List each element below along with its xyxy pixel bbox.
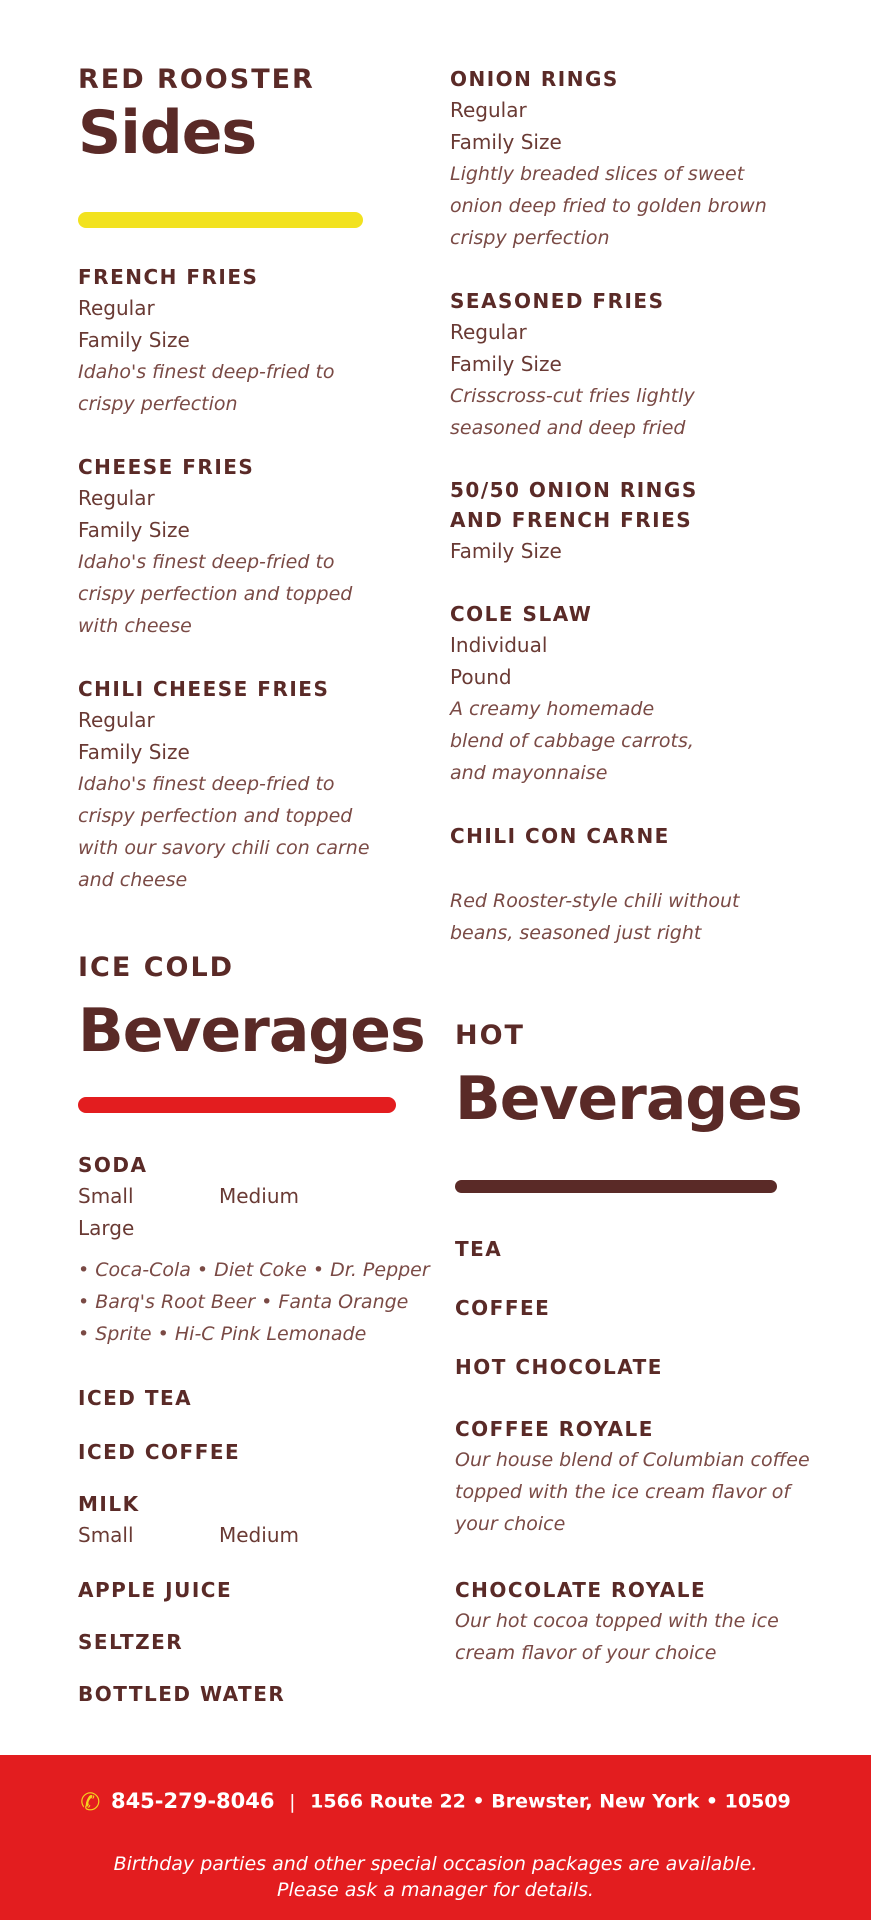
soda-flavors: • Sprite • Hi-C Pink Lemonade — [78, 1323, 367, 1345]
soda-sizes — [78, 1180, 430, 1212]
item-desc: and cheese — [78, 869, 188, 891]
cold-title: Beverages — [78, 996, 425, 1066]
size-regular: Regular — [450, 320, 527, 344]
item-soda — [78, 1150, 430, 1350]
item-name: CHILI CON CARNE — [450, 824, 670, 848]
size-regular: Regular — [78, 708, 155, 732]
soda-flavors: • Barq's Root Beer • Fanta Orange — [78, 1291, 409, 1313]
size-family: Family Size — [450, 539, 562, 563]
item-iced-coffee — [78, 1437, 240, 1467]
item-desc: with cheese — [78, 615, 192, 637]
item-desc: with our savory chili con carne — [78, 837, 370, 859]
contact-line — [0, 1788, 871, 1816]
item-name: 50/50 ONION RINGS — [450, 478, 698, 502]
contact-divider: | — [289, 1790, 296, 1813]
sides-kicker: RED ROOSTER — [78, 64, 315, 95]
size-medium: Medium — [219, 1184, 299, 1208]
item-name: MILK — [78, 1492, 140, 1516]
item-french-fries — [78, 262, 335, 420]
size-medium: Medium — [219, 1523, 299, 1547]
sides-underline-stroke — [78, 212, 363, 228]
sides-title: Sides — [78, 98, 257, 168]
item-desc: Lightly breaded slices of sweet — [450, 163, 745, 185]
item-desc: cream flavor of your choice — [455, 1642, 717, 1664]
item-name: CHOCOLATE ROYALE — [455, 1578, 707, 1602]
size-family: Family Size — [78, 518, 190, 542]
phone-number[interactable]: 845-279-8046 — [110, 1788, 275, 1813]
item-coffee — [455, 1293, 550, 1323]
item-name: COFFEE ROYALE — [455, 1417, 654, 1441]
item-desc: and mayonnaise — [450, 762, 608, 784]
item-desc: seasoned and deep fried — [450, 417, 686, 439]
item-tea — [455, 1234, 502, 1264]
item-cheese-fries — [78, 452, 352, 642]
item-name: FRENCH FRIES — [78, 265, 259, 289]
item-name: BOTTLED WATER — [78, 1682, 286, 1706]
item-desc: Idaho's finest deep-fried to — [78, 551, 335, 573]
hot-title: Beverages — [455, 1064, 802, 1134]
item-name: SODA — [78, 1153, 148, 1177]
item-name: CHILI CHEESE FRIES — [78, 677, 330, 701]
hot-beverages-header — [455, 1020, 802, 1134]
item-desc: your choice — [455, 1513, 566, 1535]
item-seasoned-fries — [450, 286, 695, 444]
item-name: ICED TEA — [78, 1386, 193, 1410]
cold-underline-stroke — [78, 1097, 396, 1113]
item-desc: Our hot cocoa topped with the ice — [455, 1610, 779, 1632]
item-hot-chocolate — [455, 1352, 663, 1382]
item-desc: crispy perfection — [450, 227, 610, 249]
item-onion-rings — [450, 64, 767, 254]
cold-beverages-header — [78, 952, 425, 1066]
cold-kicker: ICE COLD — [78, 952, 235, 983]
item-name: HOT CHOCOLATE — [455, 1355, 663, 1379]
size-small: Small — [78, 1523, 134, 1547]
item-desc: crispy perfection — [78, 393, 238, 415]
item-seltzer — [78, 1627, 183, 1657]
item-name: COLE SLAW — [450, 602, 593, 626]
item-name: CHEESE FRIES — [78, 455, 255, 479]
phone-icon: ✆ — [80, 1788, 101, 1816]
item-name: TEA — [455, 1237, 503, 1261]
item-name: APPLE JUICE — [78, 1578, 233, 1602]
item-name: ONION RINGS — [450, 67, 619, 91]
footer-banner — [0, 1755, 871, 1920]
item-chili-cheese-fries — [78, 674, 370, 896]
item-desc: Crisscross-cut fries lightly — [450, 385, 695, 407]
item-iced-tea — [78, 1383, 192, 1413]
item-onion-rings-and-fries — [450, 475, 698, 567]
item-desc: Our house blend of Columbian coffee — [455, 1449, 810, 1471]
soda-flavors: • Coca-Cola • Diet Coke • Dr. Pepper — [78, 1259, 430, 1281]
size-family: Family Size — [78, 328, 190, 352]
size-family: Family Size — [78, 740, 190, 764]
item-apple-juice — [78, 1575, 232, 1605]
footer-note-line: Please ask a manager for details. — [277, 1879, 594, 1901]
item-desc: A creamy homemade — [450, 698, 655, 720]
item-desc: crispy perfection and topped — [78, 805, 353, 827]
milk-sizes — [78, 1519, 360, 1551]
size-large: Large — [78, 1216, 135, 1240]
item-desc: Idaho's finest deep-fried to — [78, 361, 335, 383]
item-desc: beans, seasoned just right — [450, 922, 702, 944]
size-family: Family Size — [450, 352, 562, 376]
item-chocolate-royale — [455, 1575, 779, 1669]
footer-note-line: Birthday parties and other special occasion packages are available. — [113, 1853, 758, 1875]
item-bottled-water — [78, 1679, 285, 1709]
footer-note — [0, 1851, 871, 1903]
size-individual: Individual — [450, 633, 548, 657]
size-pound: Pound — [450, 665, 512, 689]
item-name: AND FRENCH FRIES — [450, 508, 693, 532]
item-desc: blend of cabbage carrots, — [450, 730, 694, 752]
item-milk — [78, 1489, 360, 1551]
item-name: ICED COFFEE — [78, 1440, 241, 1464]
item-desc: crispy perfection and topped — [78, 583, 353, 605]
size-regular: Regular — [450, 98, 527, 122]
size-small: Small — [78, 1184, 134, 1208]
item-name: SEASONED FRIES — [450, 289, 665, 313]
item-name: COFFEE — [455, 1296, 551, 1320]
item-name: SELTZER — [78, 1630, 184, 1654]
item-desc: Red Rooster-style chili without — [450, 890, 740, 912]
item-desc: onion deep fried to golden brown — [450, 195, 767, 217]
item-cole-slaw — [450, 599, 694, 789]
item-desc: topped with the ice cream flavor of — [455, 1481, 791, 1503]
hot-kicker: HOT — [455, 1020, 525, 1051]
address: 1566 Route 22 • Brewster, New York • 10509 — [310, 1790, 791, 1813]
size-regular: Regular — [78, 296, 155, 320]
size-regular: Regular — [78, 486, 155, 510]
sides-header — [78, 64, 315, 168]
item-coffee-royale — [455, 1414, 810, 1540]
item-chili-con-carne — [450, 821, 740, 949]
item-desc: Idaho's finest deep-fried to — [78, 773, 335, 795]
hot-underline-stroke — [455, 1180, 777, 1193]
size-family: Family Size — [450, 130, 562, 154]
